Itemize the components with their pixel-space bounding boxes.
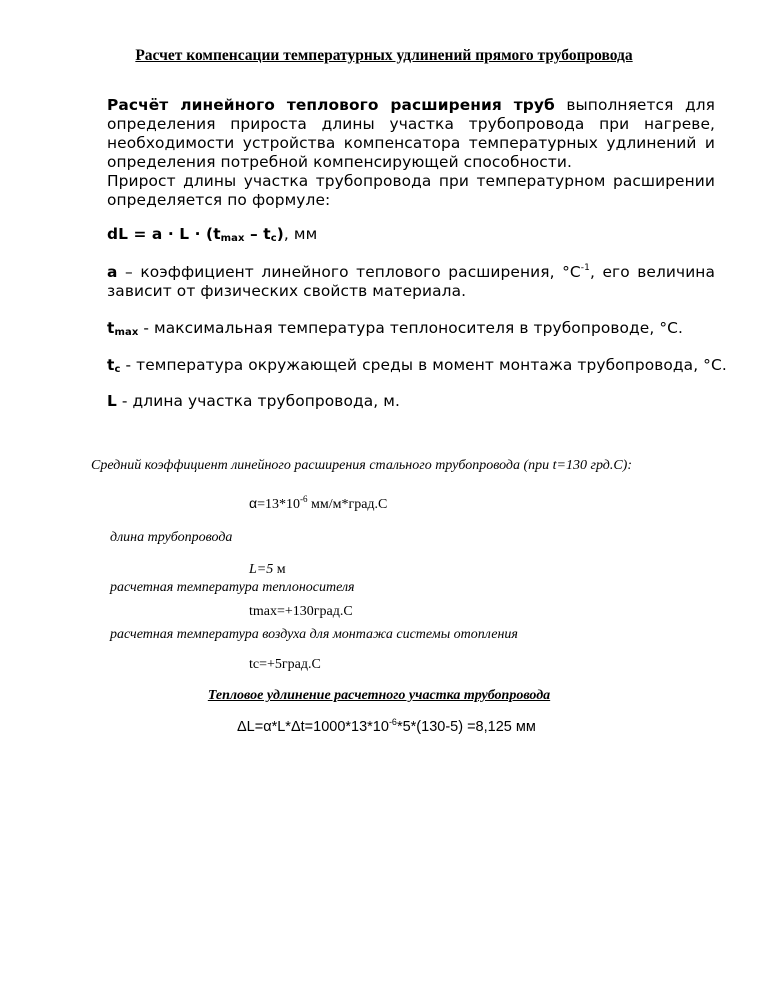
definition-a-symbol: a xyxy=(107,263,118,281)
definition-tc xyxy=(107,356,727,375)
result-exponent: -6 xyxy=(388,717,397,727)
intro-line: определения потребной компенсирующей способности. xyxy=(107,153,572,171)
formula-sub-max: max xyxy=(220,233,245,244)
result-value xyxy=(237,719,536,735)
result-part1: ΔL=α*L*Δt=1000*13*10 xyxy=(237,719,389,735)
result-title: Тепловое удлинение расчетного участка трубопровода xyxy=(207,688,551,703)
definition-tmax-symbol: t xyxy=(107,319,115,337)
intro-paragraph xyxy=(107,96,715,210)
definition-l-text: - длина участка трубопровода, м. xyxy=(116,392,400,410)
definition-l xyxy=(107,392,400,411)
definition-tc-symbol: t xyxy=(107,356,115,374)
tmax-label: расчетная температура теплоносителя xyxy=(110,580,355,595)
definition-a-text: – коэффициент линейного теплового расширения, °C xyxy=(117,263,581,281)
formula-main: dL = a · L · (t xyxy=(107,225,221,243)
definition-tmax-text: - максимальная температура теплоносителя в трубопроводе, °C. xyxy=(138,319,683,337)
tc-label: расчетная температура воздуха для монтажа системы отопления xyxy=(110,627,518,642)
formula-mid: – t xyxy=(244,225,271,243)
tc-value: tc=+5град.С xyxy=(249,657,321,672)
intro-line: Прирост длины участка трубопровода при температурном расширении xyxy=(107,172,715,190)
length-value xyxy=(249,562,286,578)
intro-line: необходимости устройства компенсатора температурных удлинений и xyxy=(107,134,715,152)
definition-tmax-sub: max xyxy=(114,327,139,338)
alpha-value xyxy=(249,495,387,513)
formula xyxy=(107,225,317,244)
alpha-number: =13*10 xyxy=(257,497,300,512)
formula-sub-c: c xyxy=(270,233,277,244)
definition-a-line xyxy=(107,263,715,282)
tmax-value: tmax=+130град.С xyxy=(249,604,353,619)
alpha-unit: мм/м*град.С xyxy=(307,497,388,512)
alpha-symbol: α xyxy=(249,495,258,511)
definition-a xyxy=(107,263,715,301)
coefficient-title: Средний коэффициент линейного расширения стального трубопровода (при t=130 грд.С): xyxy=(91,458,633,473)
result-part2: *5*(130-5) =8,125 мм xyxy=(396,719,536,735)
formula-unit: , мм xyxy=(283,225,318,243)
alpha-exponent: -6 xyxy=(300,494,308,504)
definition-a-line2: зависит от физических свойств материала. xyxy=(107,282,467,300)
intro-line-rest: выполняется для xyxy=(554,96,715,114)
length-label: длина трубопровода xyxy=(110,530,233,545)
intro-line: определения прироста длины участка трубопровода при нагреве, xyxy=(107,115,715,133)
definition-l-symbol: L xyxy=(107,392,117,410)
intro-bold-heading: Расчёт линейного теплового расширения труб xyxy=(107,96,555,114)
definition-a-text2: , его величина xyxy=(589,263,715,281)
intro-line xyxy=(107,96,715,115)
intro-line: определяется по формуле: xyxy=(107,191,331,209)
length-value-italic: L=5 xyxy=(249,562,274,577)
definition-a-exp: -1 xyxy=(580,263,590,273)
definition-tc-text: - температура окружающей среды в момент монтажа трубопровода, °C. xyxy=(120,356,727,374)
definition-tc-sub: c xyxy=(114,364,121,375)
definition-tmax xyxy=(107,319,683,338)
page-title: Расчет компенсации температурных удлинений прямого трубопровода xyxy=(135,47,633,64)
formula-close: ) xyxy=(276,225,284,243)
length-unit: м xyxy=(273,562,286,577)
